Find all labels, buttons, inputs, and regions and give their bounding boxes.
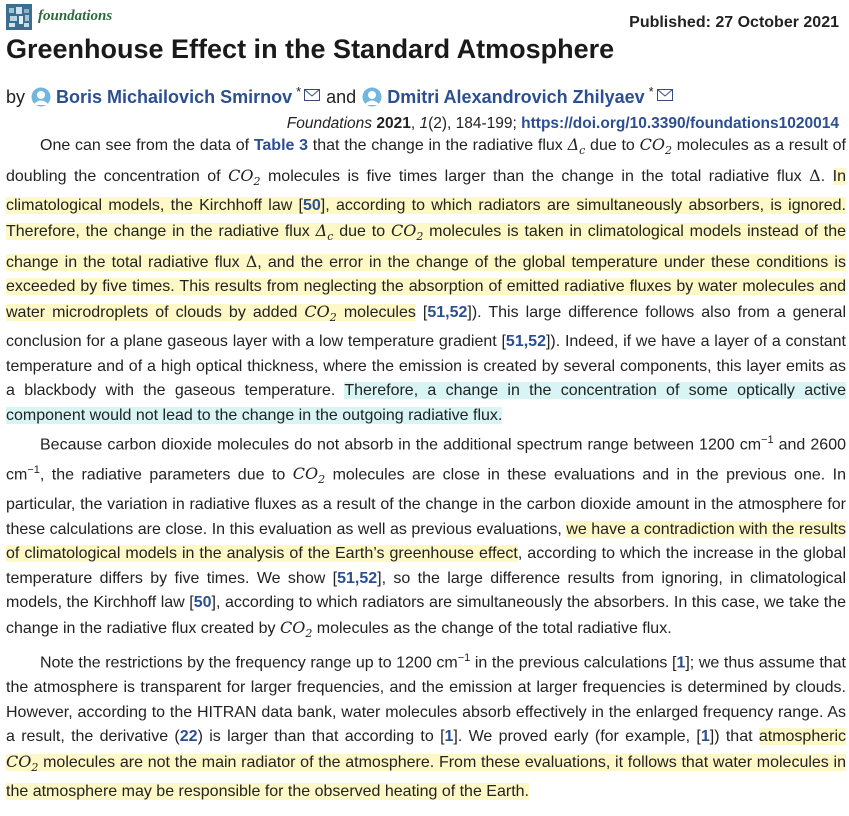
author-profile-icon[interactable] — [30, 87, 52, 107]
ref-link[interactable]: 51,52 — [505, 333, 546, 351]
paragraph-3: Note the restrictions by the frequency range up to 1200 $cm^{-1}$ in the previous calculations [1]; we thus assume that the atmosphere is transparent for larger frequencies, and the emission at larger frequencies is determined by clouds. However, according to the HITRAN data bank, water molecules absorb effectively in the enlarged frequency range. As a result, the derivative (22) is larger than that according to [1]. We proved early (for example, [1]) that atmospheric $CO_2$ molecules are not the main radiator of the atmosphere. From these evaluations, it follows that water molecules in the atmosphere may be responsible for the observed heating of the Earth. — [6, 652, 847, 801]
citation-journal: Foundations — [286, 115, 373, 132]
article-body — [6, 133, 846, 805]
byline — [6, 84, 679, 108]
author-profile-icon[interactable] — [361, 87, 383, 107]
ref-link[interactable]: 1 — [444, 728, 454, 746]
corresponding-star: * — [296, 84, 302, 99]
highlight-yellow: atmospheric $CO_2$ molecules are not the main radiator of the atmosphere. From these evaluations, it follows that water molecules in the atmosphere may be responsible for the observed heating of the Earth. — [6, 728, 847, 801]
paragraph-2: Because carbon dioxide molecules do not absorb in the additional spectrum range between 1200 $cm^{-1}$ and 2600 $cm^{-1}$, the radiative parameters due to $CO_2$ molecules are close in these evaluations and in the previous one. In particular, the variation in radiative fluxes as a result of the change in the carbon dioxide amount in the atmosphere for these calculations are close. In this evaluation as well as previous evaluations, we have a contradiction with the results of climatological models in the analysis of the Earth’s greenhouse effect, according to which the increase in the global temperature differs by five times. We show [51,52], so the large difference results from ignoring, in climatological models, the Kirchhoff law [50], according to which radiators are simultaneously the absorbers. In this case, we take the change in the radiative flux created by $CO_2$ molecules as the change of the total radiative flux. — [6, 434, 847, 640]
corresponding-star: * — [648, 84, 654, 99]
ref-link[interactable]: 50 — [303, 197, 321, 215]
journal-logo-icon — [6, 4, 32, 30]
highlight-yellow: In climatological models, the Kirchhoff law [50], according to which radiators are simultaneously absorbers, is ignored. Therefore, the change in the radiative flux $\Delta_c$ due to $CO_2$ molecules is taken in climatological models instead of the change in the total radiative flux Δ, and the error in the change of the global temperature under these conditions is exceeded by five times. This results from neglecting the absorption of emitted radiative fluxes by water molecules and water microdroplets of clouds by added $CO_2$ molecules — [6, 167, 847, 324]
doi-link[interactable]: https://doi.org/10.3390/foundations1020014 — [521, 115, 839, 132]
ref-link[interactable]: 51,52 — [337, 569, 378, 587]
published-date: Published: 27 October 2021 — [629, 14, 839, 31]
ref-link[interactable]: 22 — [179, 728, 198, 746]
and-label: and — [326, 87, 357, 107]
article-title: Greenhouse Effect in the Standard Atmosphere — [6, 34, 615, 64]
mail-icon[interactable] — [657, 89, 673, 101]
ref-link[interactable]: 1 — [700, 728, 710, 746]
citation-pages: (2), 184-199; — [428, 115, 517, 132]
citation-line: Foundations 2021, 1(2), 184-199; https://doi.org/10.3390/foundations1020014 — [286, 115, 839, 132]
author-link[interactable]: Boris Michailovich Smirnov — [56, 87, 293, 107]
citation-year: 2021 — [376, 115, 411, 132]
ref-link[interactable]: 1 — [676, 654, 686, 672]
highlight-yellow: we have a contradiction with the results of climatological models in the analysis of the Earth’s greenhouse effect — [6, 520, 846, 563]
citation-volume: 1 — [419, 115, 429, 132]
paragraph-1: One can see from the data of Table 3 that the change in the radiative flux $\Delta_c$ due to $CO_2$ molecules as a result of doubling the concentration of $CO_2$ molecules is five times larger than the change in the total radiative flux Δ. In climatological models, the Kirchhoff law [50], according to which radiators are simultaneously absorbers, is ignored. Therefore, the change in the radiative flux $\Delta_c$ due to $CO_2$ molecules is taken in climatological models instead of the change in the total radiative flux Δ, and the error in the change of the global temperature under these conditions is exceeded by five times. This results from neglecting the absorption of emitted radiative fluxes by water molecules and water microdroplets of clouds by added $CO_2$ molecules [51,52]). This large difference follows also from a general conclusion for a plane gaseous layer with a low temperature gradient [51,52]). Indeed, if we have a layer of a constant temperature and of a high optical thickness, where the emission is created by several components, this layer emits as a blackbody with the gaseous temperature. Therefore, a change in the concentration of some optically active component would not lead to the change in the outgoing radiative flux. — [6, 135, 847, 424]
ref-link[interactable]: 51,52 — [427, 303, 468, 321]
journal-name[interactable]: foundations — [38, 8, 113, 24]
ref-link[interactable]: 50 — [193, 594, 212, 612]
by-label: by — [6, 87, 26, 107]
author-link[interactable]: Dmitri Alexandrovich Zhilyaev — [387, 87, 645, 107]
mail-icon[interactable] — [304, 89, 320, 101]
highlight-blue: Therefore, a change in the concentration of some optically active component would not lead to the change in the outgoing radiative flux. — [6, 382, 846, 424]
ref-link[interactable]: Table 3 — [253, 137, 309, 154]
